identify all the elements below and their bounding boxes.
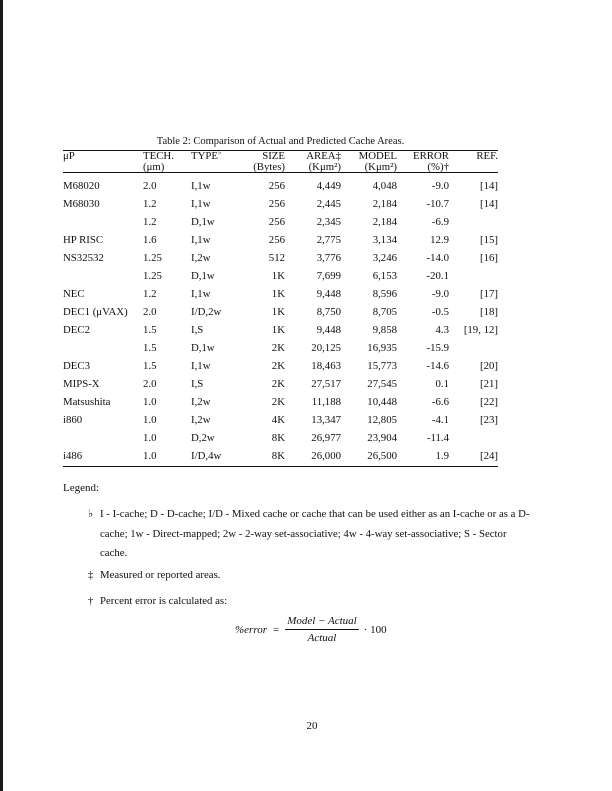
cell-up <box>63 213 143 231</box>
header-area: AREA‡ <box>306 150 341 162</box>
header-type-label: TYPE <box>191 150 218 162</box>
cell-tech: 2.0 <box>143 306 157 318</box>
cell-ref: [15] <box>480 234 498 246</box>
cell-area: 8,750 <box>316 306 341 318</box>
cell-ref: [17] <box>480 288 498 300</box>
units-size: (Bytes) <box>253 161 285 173</box>
cell-size: 1K <box>271 270 285 282</box>
cell-tech: 1.0 <box>143 432 157 444</box>
cell-size: 256 <box>268 234 285 246</box>
cell-area: 3,776 <box>316 252 341 264</box>
cell-type: I/D,2w <box>191 306 222 318</box>
cell-ref: [23] <box>480 414 498 426</box>
cell-type: I,1w <box>191 360 211 372</box>
cell-area: 7,699 <box>316 270 341 282</box>
cell-error: 12.9 <box>430 234 449 246</box>
cell-ref: [22] <box>480 396 498 408</box>
cell-error: -9.0 <box>431 180 449 192</box>
formula-lhs: %error <box>235 623 267 636</box>
cell-ref <box>449 429 498 447</box>
formula-denominator: Actual <box>307 632 337 644</box>
table-caption: Table 2: Comparison of Actual and Predicted Cache Areas. <box>156 136 405 147</box>
cell-tech: 1.6 <box>143 234 157 246</box>
legend-text: I - I-cache; D - D-cache; I/D - Mixed cache or cache that can be used either as an I-cache or as a D-cache; 1w - Direct-mapped; 2w - 2-way set-associative; 4w - 4-way set-associative; S - Sector cache. <box>100 508 530 559</box>
cell-area: 27,517 <box>311 378 341 390</box>
cell-area: 2,345 <box>316 216 341 228</box>
units-area: (Kμm²) <box>308 161 341 173</box>
cell-type: I/D,4w <box>191 450 222 462</box>
table-row <box>63 447 498 465</box>
header-up: μP <box>63 150 75 162</box>
cell-model: 26,500 <box>367 450 397 462</box>
units-error: (%)† <box>427 161 449 173</box>
cell-ref: [18] <box>480 306 498 318</box>
table-row <box>63 429 498 447</box>
table-row <box>63 173 498 195</box>
cell-area: 9,448 <box>316 324 341 336</box>
formula-numerator: Model − Actual <box>285 615 359 630</box>
cell-size: 1K <box>271 288 285 300</box>
cell-error: -14.0 <box>426 252 449 264</box>
table-row <box>63 339 498 357</box>
cell-model: 9,858 <box>372 324 397 336</box>
cell-ref: [16] <box>480 252 498 264</box>
cell-tech: 2.0 <box>143 180 157 192</box>
cell-size: 1K <box>271 324 285 336</box>
legend-item-measured <box>88 566 530 586</box>
cell-model: 6,153 <box>372 270 397 282</box>
units-type <box>191 162 245 173</box>
cell-tech: 1.0 <box>143 450 157 462</box>
flat-footnote-marker: ♭ <box>218 148 222 157</box>
double-dagger-icon: ‡ <box>88 569 94 581</box>
units-ref <box>449 162 498 173</box>
formula-multiplier: · 100 <box>363 623 387 636</box>
flat-symbol-icon: ♭ <box>88 508 94 520</box>
table-row <box>63 321 498 339</box>
units-tech: (μm) <box>143 161 165 173</box>
cell-size: 256 <box>268 198 285 210</box>
cell-tech: 1.5 <box>143 342 157 354</box>
cell-up: HP RISC <box>63 234 104 246</box>
cell-model: 23,904 <box>367 432 397 444</box>
cell-error: -0.5 <box>431 306 449 318</box>
cell-type: I,S <box>191 378 204 390</box>
cell-size: 256 <box>268 180 285 192</box>
cell-model: 16,935 <box>367 342 397 354</box>
cell-model: 8,596 <box>372 288 397 300</box>
cell-tech: 1.0 <box>143 414 157 426</box>
cell-ref: [20] <box>480 360 498 372</box>
table-row <box>63 375 498 393</box>
cell-type: I,1w <box>191 180 211 192</box>
header-size: SIZE <box>262 150 285 162</box>
cell-type: D,1w <box>191 216 215 228</box>
cell-ref <box>449 267 498 285</box>
cell-ref <box>449 213 498 231</box>
cell-error: -15.9 <box>426 342 449 354</box>
cell-error: 1.9 <box>435 450 449 462</box>
cell-area: 4,449 <box>316 180 341 192</box>
cell-ref: [21] <box>480 378 498 390</box>
cell-model: 3,134 <box>372 234 397 246</box>
cell-up <box>63 339 143 357</box>
table-row <box>63 303 498 321</box>
cell-size: 2K <box>271 378 285 390</box>
cell-area: 2,775 <box>316 234 341 246</box>
cell-size: 8K <box>271 450 285 462</box>
cell-size: 256 <box>268 216 285 228</box>
cell-model: 15,773 <box>367 360 397 372</box>
cell-up: DEC1 (μVAX) <box>63 306 128 318</box>
cell-error: -11.4 <box>426 432 449 444</box>
legend-item-cache-types <box>88 505 530 564</box>
cell-ref: [14] <box>480 180 498 192</box>
cell-error: -6.9 <box>431 216 449 228</box>
header-error: ERROR <box>413 150 449 162</box>
cell-area: 18,463 <box>311 360 341 372</box>
cell-size: 8K <box>271 432 285 444</box>
cell-area: 26,977 <box>311 432 341 444</box>
header-type <box>191 148 245 162</box>
cell-tech: 1.2 <box>143 216 157 228</box>
cell-model: 2,184 <box>372 198 397 210</box>
cell-model: 2,184 <box>372 216 397 228</box>
cell-model: 27,545 <box>367 378 397 390</box>
table-row <box>63 267 498 285</box>
cell-type: D,2w <box>191 432 215 444</box>
header-ref: REF. <box>476 150 498 162</box>
legend-text: Measured or reported areas. <box>100 569 221 581</box>
cell-ref: [14] <box>480 198 498 210</box>
units-up <box>63 162 143 173</box>
cell-model: 10,448 <box>367 396 397 408</box>
cell-error: -6.6 <box>431 396 449 408</box>
cell-tech: 1.25 <box>143 270 162 282</box>
header-model: MODEL <box>358 150 397 162</box>
cell-error: -10.7 <box>426 198 449 210</box>
cell-up: Matsushita <box>63 396 111 408</box>
units-model: (Kμm²) <box>364 161 397 173</box>
cell-type: I,1w <box>191 288 211 300</box>
cell-type: I,2w <box>191 396 211 408</box>
cell-size: 4K <box>271 414 285 426</box>
cell-type: I,1w <box>191 234 211 246</box>
cell-type: D,1w <box>191 342 215 354</box>
table-row <box>63 285 498 303</box>
legend-text: Percent error is calculated as: <box>100 595 228 607</box>
cell-area: 26,000 <box>311 450 341 462</box>
dagger-icon: † <box>88 595 94 607</box>
cell-error: -9.0 <box>431 288 449 300</box>
cell-area: 11,188 <box>311 396 341 408</box>
formula-equals: = <box>272 623 280 636</box>
cell-model: 4,048 <box>372 180 397 192</box>
cell-ref <box>449 339 498 357</box>
cell-type: I,2w <box>191 414 211 426</box>
cell-error: -14.6 <box>426 360 449 372</box>
cell-tech: 1.2 <box>143 198 157 210</box>
cell-ref: [19, 12] <box>463 324 498 336</box>
cell-area: 20,125 <box>311 342 341 354</box>
cell-tech: 1.25 <box>143 252 162 264</box>
cell-size: 512 <box>268 252 285 264</box>
cell-area: 13,347 <box>311 414 341 426</box>
cell-type: I,2w <box>191 252 211 264</box>
cell-size: 1K <box>271 306 285 318</box>
cell-up: i486 <box>63 450 83 462</box>
cell-tech: 1.5 <box>143 324 157 336</box>
table-row <box>63 249 498 267</box>
cell-size: 2K <box>271 396 285 408</box>
legend-item-percent-error <box>88 592 530 612</box>
cell-error: 0.1 <box>435 378 449 390</box>
table-row <box>63 195 498 213</box>
cell-tech: 1.5 <box>143 360 157 372</box>
cell-up: MIPS-X <box>63 378 100 390</box>
error-formula <box>235 615 387 644</box>
legend-title: Legend: <box>63 482 100 494</box>
table-units-row <box>63 162 498 173</box>
cell-up: i860 <box>63 414 83 426</box>
cell-type: I,S <box>191 324 204 336</box>
cell-up: DEC2 <box>63 324 90 336</box>
formula-fraction <box>285 615 359 644</box>
cell-up: M68020 <box>63 180 100 192</box>
cell-up <box>63 267 143 285</box>
table-row <box>63 411 498 429</box>
cell-up: DEC3 <box>63 360 90 372</box>
cell-tech: 2.0 <box>143 378 157 390</box>
cell-error: -20.1 <box>426 270 449 282</box>
table-bottom-rule <box>63 466 498 467</box>
cell-model: 12,805 <box>367 414 397 426</box>
header-tech: TECH. <box>143 150 174 162</box>
cell-up: NEC <box>63 288 85 300</box>
cell-up: M68030 <box>63 198 100 210</box>
cell-tech: 1.0 <box>143 396 157 408</box>
table-row <box>63 213 498 231</box>
cell-tech: 1.2 <box>143 288 157 300</box>
table-row <box>63 231 498 249</box>
cell-type: D,1w <box>191 270 215 282</box>
cell-up <box>63 429 143 447</box>
cell-error: -4.1 <box>431 414 449 426</box>
cell-model: 3,246 <box>372 252 397 264</box>
table-row <box>63 357 498 375</box>
page-number: 20 <box>306 720 318 732</box>
cell-area: 9,448 <box>316 288 341 300</box>
cell-area: 2,445 <box>316 198 341 210</box>
cell-error: 4.3 <box>435 324 449 336</box>
cell-up: NS32532 <box>63 252 104 264</box>
cell-type: I,1w <box>191 198 211 210</box>
cell-model: 8,705 <box>372 306 397 318</box>
cell-size: 2K <box>271 360 285 372</box>
cell-size: 2K <box>271 342 285 354</box>
cache-area-table <box>63 148 498 465</box>
cell-ref: [24] <box>480 450 498 462</box>
table-row <box>63 393 498 411</box>
